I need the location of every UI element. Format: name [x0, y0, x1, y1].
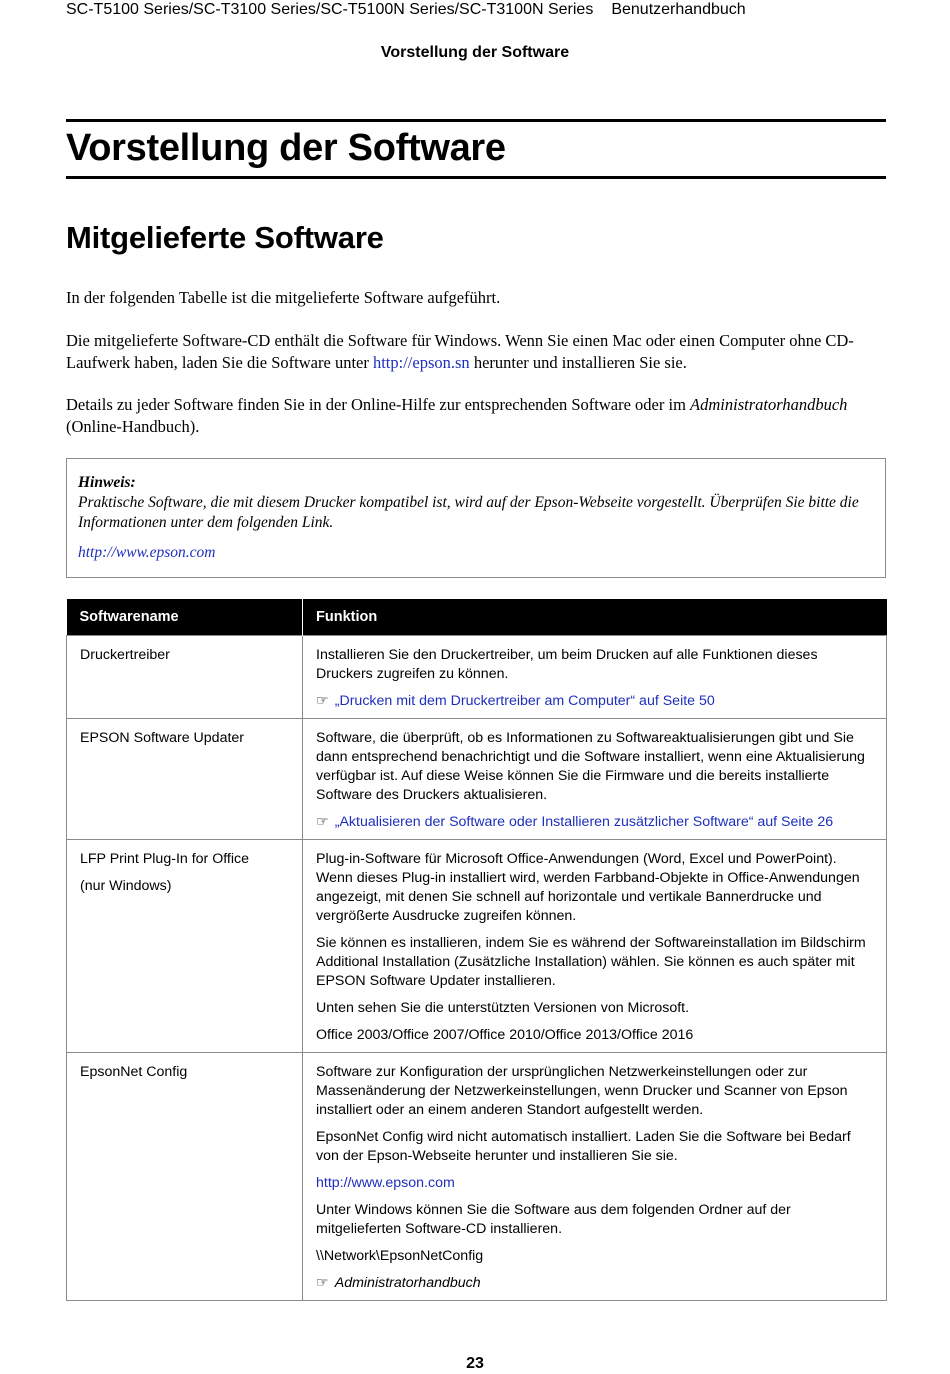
cell-function: [303, 636, 887, 719]
section-title: Mitgelieferte Software: [66, 220, 384, 255]
chapter-title: Vorstellung der Software: [66, 127, 506, 169]
hand-pointer-icon: ☞: [316, 693, 329, 709]
note-epson-link[interactable]: http://www.epson.com: [78, 544, 216, 561]
h1-rule-bottom: [66, 176, 886, 179]
software-name: LFP Print Plug-In for Office: [80, 851, 250, 867]
cell-function: [303, 719, 887, 840]
admin-guide-italic: Administratorhandbuch: [690, 395, 848, 414]
function-text: Software zur Konfiguration der ursprünglichen Netzwerkeinstellungen oder zur Massenänderung der Netzwerkeinstellungen, wenn Drucker und Scanner von Epson installiert oder an einem anderen Standort aufgestellt werden.: [316, 1064, 848, 1118]
software-name-note: (nur Windows): [80, 878, 172, 894]
table-row: [67, 1053, 887, 1301]
function-text: Sie können es installieren, indem Sie es während der Softwareinstallation im Bildschirm Additional Installation (Zusätzliche Installation) wählen. Sie können es auch später mit EPSON Software Updater installieren.: [316, 935, 866, 989]
note-title: Hinweis:: [78, 474, 136, 491]
function-text: Installieren Sie den Druckertreiber, um beim Drucken auf alle Funktionen dieses Druckers zugreifen zu können.: [316, 647, 818, 682]
cell-function: [303, 1053, 887, 1301]
cell-name: [67, 840, 303, 1053]
function-text: Office 2003/Office 2007/Office 2010/Office 2013/Office 2016: [316, 1027, 694, 1043]
table-header-row: [67, 599, 887, 636]
software-table: [66, 599, 887, 1301]
cell-name: [67, 1053, 303, 1301]
reference-link[interactable]: [316, 1274, 873, 1293]
intro-p2-text: Die mitgelieferte Software-CD enthält die Software für Windows. Wenn Sie einen Mac oder einen Computer ohne CD-Laufwerk haben, laden Sie die Software unter: [66, 331, 854, 372]
epson-sn-link[interactable]: http://epson.sn: [372, 352, 470, 372]
header-section-title: Vorstellung der Software: [380, 44, 570, 61]
hand-pointer-icon: ☞: [316, 1275, 329, 1291]
col-header-function: Funktion: [303, 599, 887, 636]
header-series: SC-T5100 Series/SC-T3100 Series/SC-T5100N Series/SC-T3100N Series: [66, 1, 594, 18]
function-text: EpsonNet Config wird nicht automatisch installiert. Laden Sie die Software bei Bedarf von der Epson-Webseite herunter und installieren Sie sie.: [316, 1129, 851, 1164]
table-row: [67, 636, 887, 719]
intro-paragraph-1: In der folgenden Tabelle ist die mitgelieferte Software aufgeführt.: [66, 288, 501, 307]
running-header: [66, 0, 746, 20]
h1-rule-top: [66, 119, 886, 122]
function-text: Plug-in-Software für Microsoft Office-Anwendungen (Word, Excel und PowerPoint). Wenn dieses Plug-in installiert wird, werden Farbband-Objekte in Office-Anwendungen angezeigt, mit denen Sie schnell auf horizontale und vertikale Bannerdrucke und vergrößerte Ausdrucke zugreifen können.: [316, 851, 860, 924]
cell-function: [303, 840, 887, 1053]
col-header-name: Softwarename: [67, 599, 303, 636]
software-name: EpsonNet Config: [80, 1064, 188, 1080]
cell-name: [67, 636, 303, 719]
note-box: [66, 458, 886, 578]
page-number: 23: [466, 1355, 484, 1372]
function-text: Unter Windows können Sie die Software aus dem folgenden Ordner auf der mitgelieferten Software-CD installieren.: [316, 1202, 791, 1237]
table-row: [67, 719, 887, 840]
function-text: Unten sehen Sie die unterstützten Versionen von Microsoft.: [316, 1000, 690, 1016]
intro-paragraph-2: [66, 330, 888, 373]
header-doc-title: Benutzerhandbuch: [611, 1, 746, 18]
reference-link[interactable]: [316, 813, 873, 832]
reference-text: „Drucken mit dem Druckertreiber am Computer“ auf Seite 50: [334, 693, 715, 709]
reference-text: „Aktualisieren der Software oder Installieren zusätzlicher Software“ auf Seite 26: [334, 814, 834, 830]
intro-p2-text-end: herunter und installieren Sie sie.: [469, 352, 687, 372]
epson-com-link[interactable]: http://www.epson.com: [316, 1175, 455, 1191]
hand-pointer-icon: ☞: [316, 814, 329, 830]
function-text: Software, die überprüft, ob es Informationen zu Softwareaktualisierungen gibt und Sie dann entsprechend benachrichtigt und die Software installiert, wenn eine Aktualisierung verfügbar ist. Auf diese Weise können Sie die Firmware und die bereits installierte Software des Druckers aktualisieren.: [316, 730, 865, 803]
table-row: [67, 840, 887, 1053]
cell-name: [67, 719, 303, 840]
software-name: EPSON Software Updater: [80, 730, 245, 746]
intro-paragraph-3: [66, 394, 888, 437]
software-name: Druckertreiber: [80, 647, 170, 663]
intro-p3-text-end: (Online-Handbuch).: [66, 416, 200, 436]
intro-p3-text: Details zu jeder Software finden Sie in der Online-Hilfe zur entsprechenden Software oder im: [66, 395, 691, 414]
note-body: Praktische Software, die mit diesem Drucker kompatibel ist, wird auf der Epson-Webseite vorgestellt. Überprüfen Sie bitte die Informationen unter dem folgenden Link.: [78, 494, 859, 531]
reference-link[interactable]: [316, 692, 873, 711]
folder-path: \\Network\EpsonNetConfig: [316, 1248, 484, 1264]
reference-text: Administratorhandbuch: [334, 1275, 481, 1291]
